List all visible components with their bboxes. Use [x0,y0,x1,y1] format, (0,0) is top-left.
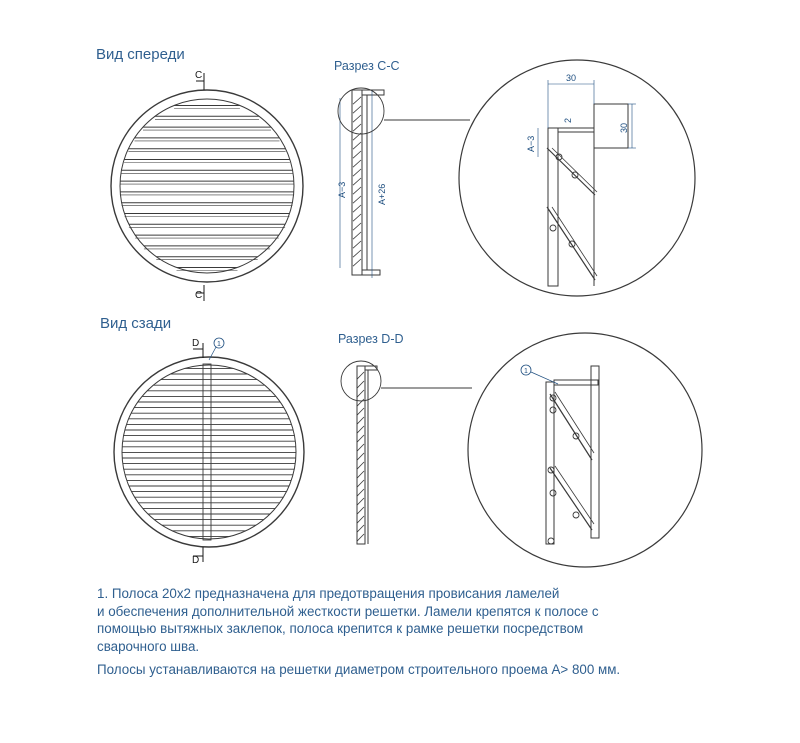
section-hatch-line [353,187,361,194]
section-hatch-line [353,250,361,257]
section-mark-d-top-label: D [192,338,200,349]
dim-detail-a-minus-3: A−3 [526,135,536,152]
note-line-5: Полосы устанавливаются на решетки диаметром строительного проема А> 800 мм. [97,662,621,677]
section-mark-d-bottom-label: D [192,555,200,566]
section-hatch-line [357,453,364,460]
section-mark-d-top [192,338,203,358]
section-hatch-line [353,223,361,230]
section-hatch-line [353,169,361,176]
detail-c [459,60,695,296]
section-mark-c-top-label: С [195,70,203,81]
section-mark-c-bottom-label: С [195,290,203,301]
section-c-flange-bottom [362,270,380,275]
section-hatch-line [353,205,361,212]
rear-view-grille [114,357,304,547]
front-view-grille [111,90,303,282]
dim-depth-30: 30 [566,73,577,83]
dim-height-30: 30 [619,122,629,133]
section-hatch-line [353,115,361,122]
notes-block [97,585,757,679]
callout-1-detail [521,365,558,384]
detail-c-circle [338,88,384,134]
section-hatch-line [353,124,361,131]
detail-d [468,333,702,567]
section-hatch-line [353,97,361,104]
section-hatch-line [357,408,364,415]
section-mark-d-bottom [192,547,203,566]
detail-c-louver-2 [547,207,595,280]
callout-1-rear-label: 1 [217,341,221,348]
detail-d-frame [546,382,554,544]
rear-louver-slats [122,368,296,536]
section-mark-c-top [195,70,204,90]
section-c-title: Разрез С-С [334,59,400,73]
section-hatch-line [353,178,361,185]
section-hatch-line [357,516,364,523]
note-line-1: 1. Полоса 20х2 предназначена для предотвращения провисания ламелей [97,586,560,601]
note-line-2: и обеспечения дополнительной жесткости решетки. Ламели крепятся к полосе с [97,603,599,619]
detail-c-louver-1 [547,148,595,195]
detail-d-louver-2 [550,468,592,530]
section-c-profile [337,88,470,278]
rear-view-title: Вид сзади [100,315,172,332]
section-hatch-line [357,480,364,487]
section-hatch-line [357,471,364,478]
section-hatch-line [353,160,361,167]
dim-a-minus-3: A−3 [337,181,347,198]
section-hatch-line [357,489,364,496]
front-louver-slats [120,106,294,271]
section-hatch-line [353,232,361,239]
section-d-slat-hatching [357,372,364,541]
section-d-title: Разрез D-D [338,332,404,346]
front-outer-frame [111,90,303,282]
dim-thickness-2: 2 [563,117,573,123]
detail-d-circle [341,361,381,401]
detail-d-rivets [548,395,579,544]
section-hatch-line [353,259,361,266]
section-c-slat-hatching [353,97,361,266]
section-mark-c-bottom [195,285,204,301]
detail-c-flange [558,128,594,132]
section-hatch-line [357,390,364,397]
section-hatch-line [357,525,364,532]
section-hatch-line [357,435,364,442]
section-hatch-line [357,417,364,424]
section-d-profile [341,361,472,544]
section-hatch-line [357,507,364,514]
section-hatch-line [357,498,364,505]
section-hatch-line [357,444,364,451]
detail-d-strip [591,366,599,538]
section-hatch-line [353,214,361,221]
section-hatch-line [357,426,364,433]
front-view-title: Вид спереди [96,46,185,63]
section-hatch-line [353,142,361,149]
front-inner-frame [120,99,294,273]
section-hatch-line [353,241,361,248]
section-hatch-line [357,462,364,469]
dim-a-plus-26: A+26 [377,183,387,205]
section-hatch-line [353,106,361,113]
detail-c-frame [548,128,558,286]
note-line-3: помощью вытяжных заклепок, полоса крепится к рамке решетки посредством [97,621,584,636]
section-hatch-line [357,399,364,406]
section-hatch-line [353,196,361,203]
section-hatch-line [357,534,364,541]
section-c-flange-top [362,90,384,95]
detail-d-louver-1 [550,394,592,460]
section-hatch-line [357,381,364,388]
section-hatch-line [357,372,364,379]
note-line-4: сварочного шва. [97,638,200,654]
section-hatch-line [353,151,361,158]
callout-1-detail-label: 1 [524,368,528,375]
